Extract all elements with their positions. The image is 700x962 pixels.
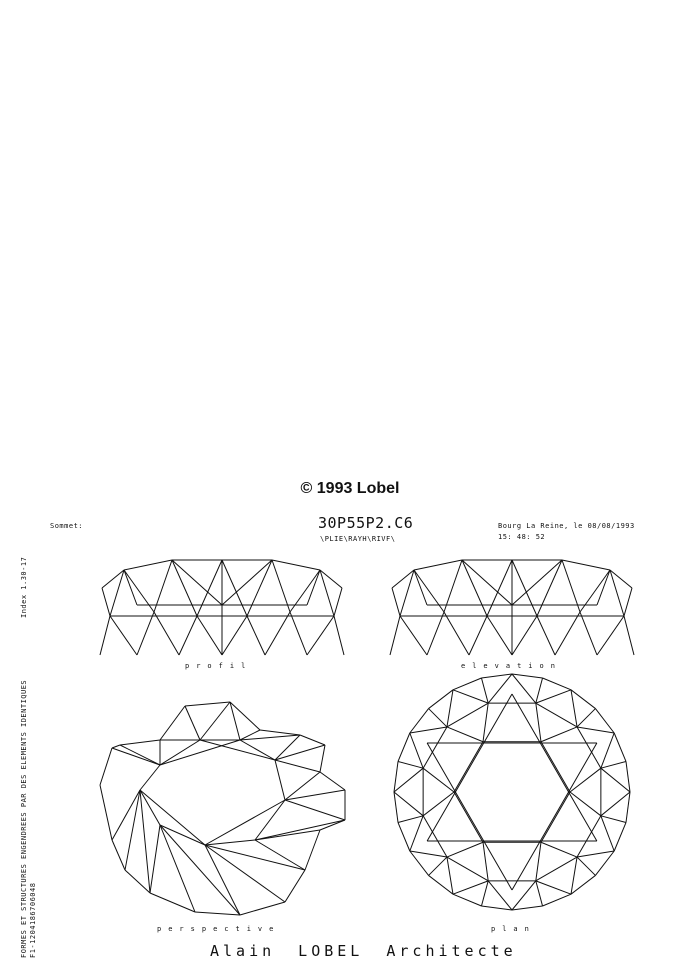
plan-web-edge bbox=[410, 851, 447, 857]
profil-leg-edge bbox=[290, 612, 307, 655]
perspective-outline-edge bbox=[100, 785, 112, 840]
plan-outline-edge bbox=[595, 709, 614, 733]
profil-leg-edge bbox=[137, 612, 154, 655]
profil-view-drawing bbox=[100, 560, 344, 655]
copyright-notice: © 1993 Lobel bbox=[300, 480, 400, 497]
profil-web-edge bbox=[102, 588, 110, 616]
plan-web-edge bbox=[429, 857, 447, 875]
perspective-outline-edge bbox=[160, 706, 185, 740]
profil-web-edge bbox=[307, 570, 320, 605]
plan-ring-edge bbox=[536, 703, 577, 727]
plan-web-edge bbox=[571, 857, 577, 894]
plan-web-edge bbox=[541, 727, 577, 742]
elevation-leg-edge bbox=[537, 616, 555, 655]
perspective-outline-edge bbox=[112, 840, 125, 870]
elevation-ridge-edge bbox=[562, 560, 610, 570]
profil-web-edge bbox=[334, 588, 342, 616]
elevation-web-edge bbox=[537, 560, 562, 616]
plan-outline-edge bbox=[571, 690, 595, 709]
elevation-web-edge bbox=[414, 570, 427, 605]
elevation-web-edge bbox=[444, 560, 462, 612]
profil-ridge-edge bbox=[320, 570, 342, 588]
perspective-web-edge bbox=[230, 702, 240, 740]
profil-web-edge bbox=[172, 560, 222, 605]
plan-web-edge bbox=[601, 816, 614, 851]
profil-leg-edge bbox=[247, 616, 265, 655]
elevation-label: elevation bbox=[461, 662, 562, 670]
plan-web-edge bbox=[447, 727, 483, 742]
plan-ring-edge bbox=[577, 727, 601, 768]
profil-leg-edge bbox=[222, 616, 247, 655]
elevation-leg-edge bbox=[624, 616, 634, 655]
profil-web-edge bbox=[222, 560, 272, 605]
elevation-leg-edge bbox=[512, 616, 537, 655]
perspective-web-edge bbox=[205, 845, 285, 902]
plan-web-edge bbox=[410, 816, 423, 851]
plan-web-edge bbox=[571, 690, 577, 727]
plan-web-edge bbox=[488, 674, 512, 703]
profil-leg-edge bbox=[197, 616, 222, 655]
plan-ring-edge bbox=[447, 703, 488, 727]
plan-web-edge bbox=[577, 857, 595, 875]
plan-outline-edge bbox=[410, 851, 429, 875]
margin-code: F1-1204186706048 bbox=[29, 882, 37, 958]
elevation-web-edge bbox=[487, 560, 512, 616]
plan-view-drawing bbox=[394, 674, 630, 910]
plan-web-edge bbox=[536, 690, 571, 703]
perspective-web-edge bbox=[285, 790, 345, 800]
plan-web-edge bbox=[447, 842, 483, 857]
profil-web-edge bbox=[290, 570, 320, 612]
plan-outline-edge bbox=[429, 690, 453, 709]
profil-leg-edge bbox=[110, 616, 137, 655]
elevation-leg-edge bbox=[390, 616, 400, 655]
perspective-web-edge bbox=[285, 772, 320, 800]
plan-web-edge bbox=[536, 678, 543, 703]
profil-leg-edge bbox=[100, 616, 110, 655]
profil-web-edge bbox=[272, 560, 290, 612]
perspective-web-edge bbox=[255, 820, 345, 840]
perspective-web-edge bbox=[150, 825, 160, 893]
perspective-outline-edge bbox=[320, 772, 345, 790]
perspective-outline-edge bbox=[125, 870, 150, 893]
plan-web-edge bbox=[447, 857, 453, 894]
architect-signature: Alain LOBEL Architecte bbox=[210, 942, 517, 960]
profil-web-edge bbox=[247, 560, 272, 616]
plan-ring-edge bbox=[447, 857, 488, 881]
plan-outline-edge bbox=[614, 823, 626, 851]
plan-label: plan bbox=[491, 925, 536, 933]
perspective-web-edge bbox=[140, 790, 205, 845]
perspective-web-edge bbox=[275, 760, 320, 772]
plan-web-edge bbox=[601, 768, 630, 792]
perspective-view-drawing bbox=[100, 702, 345, 915]
place-date: Bourg La Reine, le 08/08/1993 bbox=[498, 522, 635, 530]
elevation-ridge-edge bbox=[392, 570, 414, 588]
plan-web-edge bbox=[570, 768, 601, 792]
perspective-web-edge bbox=[255, 830, 320, 840]
perspective-web-edge bbox=[205, 845, 240, 915]
plan-web-edge bbox=[536, 881, 571, 894]
plan-outline-edge bbox=[626, 792, 630, 823]
perspective-outline-edge bbox=[260, 730, 300, 735]
elevation-ridge-edge bbox=[414, 560, 462, 570]
perspective-ring-edge bbox=[275, 760, 285, 800]
perspective-web-edge bbox=[200, 740, 275, 760]
plan-outline-edge bbox=[429, 875, 453, 894]
plan-web-edge bbox=[512, 674, 536, 703]
plan-ring-edge bbox=[536, 857, 577, 881]
plan-outline-edge bbox=[614, 733, 626, 761]
plan-web-edge bbox=[570, 792, 601, 816]
perspective-outline-edge bbox=[112, 745, 120, 748]
plan-web-edge bbox=[398, 816, 423, 823]
perspective-web-edge bbox=[255, 840, 305, 870]
margin-title: FORMES ET STRUCTURES ENGENDREES PAR DES ELEMENTS IDENTIQUES bbox=[20, 679, 28, 958]
plan-hexagon-edge bbox=[454, 742, 483, 792]
elevation-leg-edge bbox=[444, 612, 469, 655]
plan-web-edge bbox=[536, 881, 543, 906]
perspective-web-edge bbox=[160, 740, 240, 765]
profil-web-edge bbox=[197, 560, 222, 616]
plan-outline-edge bbox=[394, 792, 398, 823]
profil-leg-edge bbox=[307, 616, 334, 655]
file-path: \PLIE\RAYH\RIVF\ bbox=[320, 535, 396, 543]
perspective-ring-edge bbox=[140, 765, 160, 790]
perspective-web-edge bbox=[205, 845, 305, 870]
elevation-web-edge bbox=[580, 570, 610, 612]
elevation-leg-edge bbox=[597, 616, 624, 655]
plan-web-edge bbox=[398, 761, 423, 768]
perspective-outline-edge bbox=[305, 830, 320, 870]
plan-hexagon-edge bbox=[541, 792, 570, 842]
elevation-web-edge bbox=[512, 560, 537, 616]
plan-hexagon-edge bbox=[541, 742, 570, 792]
perspective-outline-edge bbox=[100, 748, 112, 785]
profil-web-edge bbox=[320, 570, 334, 616]
perspective-web-edge bbox=[120, 745, 160, 765]
profil-leg-edge bbox=[265, 612, 290, 655]
profil-leg-edge bbox=[179, 616, 197, 655]
plan-outline-edge bbox=[543, 894, 571, 906]
plan-web-edge bbox=[423, 768, 454, 792]
plan-web-edge bbox=[394, 768, 423, 792]
profil-web-edge bbox=[154, 560, 172, 612]
elevation-leg-edge bbox=[555, 612, 580, 655]
elevation-web-edge bbox=[392, 588, 400, 616]
plan-web-edge bbox=[429, 709, 447, 727]
elevation-leg-edge bbox=[427, 612, 444, 655]
perspective-outline-edge bbox=[285, 870, 305, 902]
profil-web-edge bbox=[110, 570, 124, 616]
perspective-web-edge bbox=[285, 800, 345, 820]
profil-web-edge bbox=[222, 560, 247, 616]
perspective-web-edge bbox=[112, 748, 160, 765]
profil-ridge-edge bbox=[102, 570, 124, 588]
perspective-web-edge bbox=[185, 706, 200, 740]
plan-outline-edge bbox=[626, 761, 630, 792]
margin-index: Index 1.30-17 bbox=[20, 556, 28, 618]
plan-outline-edge bbox=[595, 851, 614, 875]
perspective-outline-edge bbox=[195, 912, 240, 915]
profil-ridge-edge bbox=[272, 560, 320, 570]
plan-web-edge bbox=[577, 851, 614, 857]
perspective-web-edge bbox=[205, 800, 285, 845]
profil-web-edge bbox=[124, 570, 154, 612]
plan-outline-edge bbox=[410, 709, 429, 733]
perspective-ring-edge bbox=[240, 740, 275, 760]
plan-web-edge bbox=[601, 792, 630, 816]
profil-leg-edge bbox=[334, 616, 344, 655]
perspective-ring-edge bbox=[160, 740, 200, 765]
plan-web-edge bbox=[601, 761, 626, 768]
elevation-leg-edge bbox=[580, 612, 597, 655]
plan-web-edge bbox=[577, 727, 614, 733]
profil-label: profil bbox=[185, 662, 253, 670]
elevation-web-edge bbox=[624, 588, 632, 616]
plan-web-edge bbox=[577, 709, 595, 727]
elevation-ridge-edge bbox=[610, 570, 632, 588]
plan-ring-edge bbox=[423, 816, 447, 857]
plan-web-edge bbox=[481, 881, 488, 906]
file-code: 30P55P2.C6 bbox=[318, 514, 414, 532]
perspective-web-edge bbox=[160, 825, 240, 915]
profil-web-edge bbox=[172, 560, 197, 616]
perspective-outline-edge bbox=[230, 702, 260, 730]
perspective-web-edge bbox=[125, 790, 140, 870]
perspective-outline-edge bbox=[240, 902, 285, 915]
sommet-label: Sommet: bbox=[50, 522, 84, 530]
plan-ring-edge bbox=[423, 727, 447, 768]
elevation-web-edge bbox=[400, 570, 414, 616]
perspective-outline-edge bbox=[185, 702, 230, 706]
plan-ring-edge bbox=[577, 816, 601, 857]
plan-outline-edge bbox=[398, 733, 410, 761]
timestamp: 15: 48: 52 bbox=[498, 533, 546, 541]
plan-outline-edge bbox=[398, 823, 410, 851]
plan-web-edge bbox=[541, 842, 577, 857]
plan-web-edge bbox=[410, 733, 423, 768]
plan-outline-edge bbox=[453, 894, 481, 906]
elevation-web-edge bbox=[512, 560, 562, 605]
plan-outline-edge bbox=[453, 678, 481, 690]
elevation-view-drawing bbox=[390, 560, 634, 655]
perspective-outline-edge bbox=[320, 745, 325, 772]
elevation-web-edge bbox=[597, 570, 610, 605]
plan-web-edge bbox=[601, 733, 614, 768]
elevation-web-edge bbox=[414, 570, 444, 612]
profil-ridge-edge bbox=[124, 560, 172, 570]
plan-outline-edge bbox=[481, 674, 512, 678]
elevation-web-edge bbox=[462, 560, 487, 616]
profil-web-edge bbox=[124, 570, 137, 605]
plan-outline-edge bbox=[512, 674, 543, 678]
perspective-outline-edge bbox=[300, 735, 325, 745]
elevation-web-edge bbox=[462, 560, 512, 605]
perspective-web-edge bbox=[200, 702, 230, 740]
elevation-leg-edge bbox=[400, 616, 427, 655]
elevation-leg-edge bbox=[469, 616, 487, 655]
plan-web-edge bbox=[447, 690, 453, 727]
plan-web-edge bbox=[423, 792, 454, 816]
plan-web-edge bbox=[453, 690, 488, 703]
plan-outline-edge bbox=[481, 906, 512, 910]
elevation-web-edge bbox=[610, 570, 624, 616]
plan-web-edge bbox=[394, 792, 423, 816]
plan-web-edge bbox=[512, 881, 536, 910]
plan-outline-edge bbox=[394, 761, 398, 792]
plan-web-edge bbox=[453, 881, 488, 894]
perspective-outline-edge bbox=[120, 740, 160, 745]
elevation-leg-edge bbox=[487, 616, 512, 655]
plan-web-edge bbox=[488, 881, 512, 910]
plan-web-edge bbox=[601, 816, 626, 823]
plan-outline-edge bbox=[543, 678, 571, 690]
plan-web-edge bbox=[481, 678, 488, 703]
profil-leg-edge bbox=[154, 612, 179, 655]
plan-web-edge bbox=[410, 727, 447, 733]
elevation-web-edge bbox=[562, 560, 580, 612]
plan-outline-edge bbox=[512, 906, 543, 910]
perspective-label: perspective bbox=[157, 925, 281, 933]
plan-hexagon-edge bbox=[454, 792, 483, 842]
plan-outline-edge bbox=[571, 875, 595, 894]
